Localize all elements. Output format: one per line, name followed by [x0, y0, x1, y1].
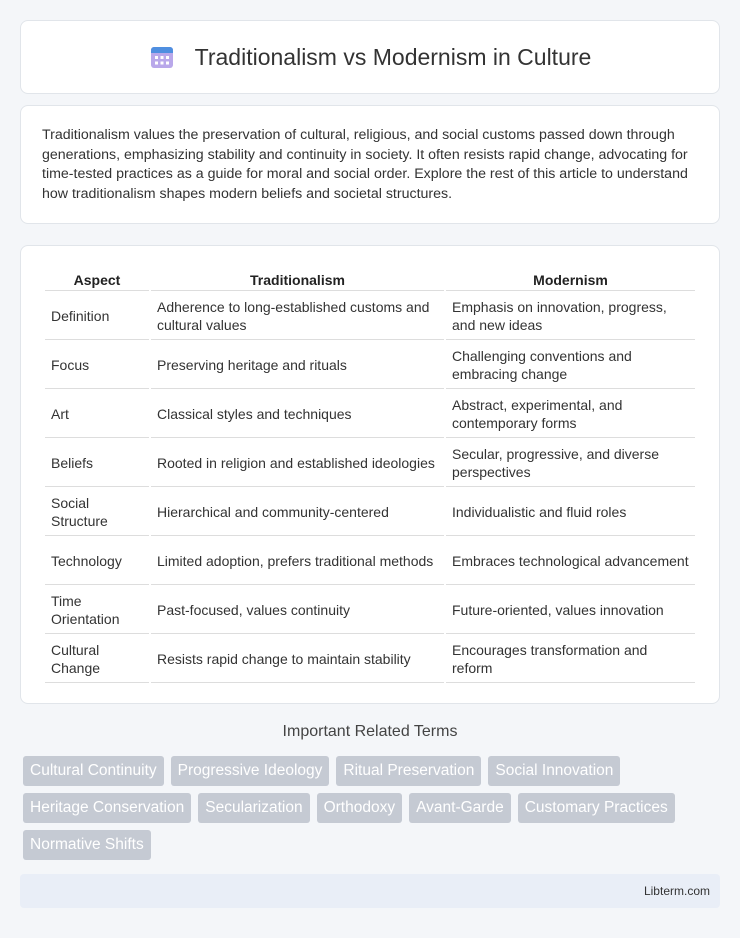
- table-row: [45, 440, 695, 487]
- table-row: [45, 391, 695, 438]
- modernism-cell: Future-oriented, values innovation: [446, 587, 695, 634]
- modernism-cell: Abstract, experimental, and contemporary forms: [446, 391, 695, 438]
- traditionalism-cell: Preserving heritage and rituals: [151, 342, 444, 389]
- aspect-cell: Technology: [45, 538, 149, 585]
- footer: [20, 874, 720, 908]
- related-term-tag[interactable]: Avant-Garde: [409, 793, 511, 823]
- aspect-cell: Focus: [45, 342, 149, 389]
- aspect-cell: Definition: [45, 293, 149, 340]
- related-terms-list: [23, 756, 723, 860]
- table-row: [45, 587, 695, 634]
- related-term-tag[interactable]: Secularization: [198, 793, 309, 823]
- modernism-cell: Embraces technological advancement: [446, 538, 695, 585]
- related-term-tag[interactable]: Ritual Preservation: [336, 756, 481, 786]
- comparison-table: [43, 268, 697, 685]
- traditionalism-cell: Adherence to long-established customs and cultural values: [151, 293, 444, 340]
- table-row: [45, 293, 695, 340]
- comparison-table-card: [20, 245, 720, 704]
- traditionalism-cell: Rooted in religion and established ideologies: [151, 440, 444, 487]
- header-traditionalism: Traditionalism: [151, 270, 444, 291]
- header-card: [20, 20, 720, 94]
- modernism-cell: Individualistic and fluid roles: [446, 489, 695, 536]
- footer-site-link[interactable]: Libterm.com: [643, 884, 710, 898]
- aspect-cell: Social Structure: [45, 489, 149, 536]
- aspect-cell: Cultural Change: [45, 636, 149, 683]
- table-header-row: [45, 270, 695, 291]
- table-row: [45, 538, 695, 585]
- intro-card: [20, 105, 720, 224]
- page-title: Traditionalism vs Modernism in Culture: [194, 43, 592, 70]
- table-row: [45, 489, 695, 536]
- header-aspect: Aspect: [45, 270, 149, 291]
- aspect-cell: Beliefs: [45, 440, 149, 487]
- related-term-tag[interactable]: Heritage Conservation: [23, 793, 191, 823]
- related-term-tag[interactable]: Orthodoxy: [317, 793, 403, 823]
- related-term-tag[interactable]: Customary Practices: [518, 793, 675, 823]
- related-terms-title: Important Related Terms: [282, 723, 458, 740]
- aspect-cell: Time Orientation: [45, 587, 149, 634]
- related-term-tag[interactable]: Progressive Ideology: [171, 756, 330, 786]
- related-term-tag[interactable]: Cultural Continuity: [23, 756, 164, 786]
- traditionalism-cell: Hierarchical and community-centered: [151, 489, 444, 536]
- table-row: [45, 636, 695, 683]
- traditionalism-cell: Classical styles and techniques: [151, 391, 444, 438]
- header-modernism: Modernism: [446, 270, 695, 291]
- aspect-cell: Art: [45, 391, 149, 438]
- modernism-cell: Challenging conventions and embracing change: [446, 342, 695, 389]
- traditionalism-cell: Past-focused, values continuity: [151, 587, 444, 634]
- modernism-cell: Secular, progressive, and diverse perspectives: [446, 440, 695, 487]
- modernism-cell: Emphasis on innovation, progress, and new ideas: [446, 293, 695, 340]
- modernism-cell: Encourages transformation and reform: [446, 636, 695, 683]
- related-term-tag[interactable]: Normative Shifts: [23, 830, 151, 860]
- related-term-tag[interactable]: Social Innovation: [488, 756, 620, 786]
- traditionalism-cell: Limited adoption, prefers traditional methods: [151, 538, 444, 585]
- table-row: [45, 342, 695, 389]
- calendar-icon: [149, 44, 175, 70]
- intro-text: Traditionalism values the preservation of cultural, religious, and social customs passed down through generations, emphasizing stability and continuity in society. It often resists rapid change, advocating for time-tested practices as a guide for moral and social order. Explore the rest of this article to understand how traditionalism shapes modern beliefs and societal structures.: [42, 127, 688, 202]
- traditionalism-cell: Resists rapid change to maintain stability: [151, 636, 444, 683]
